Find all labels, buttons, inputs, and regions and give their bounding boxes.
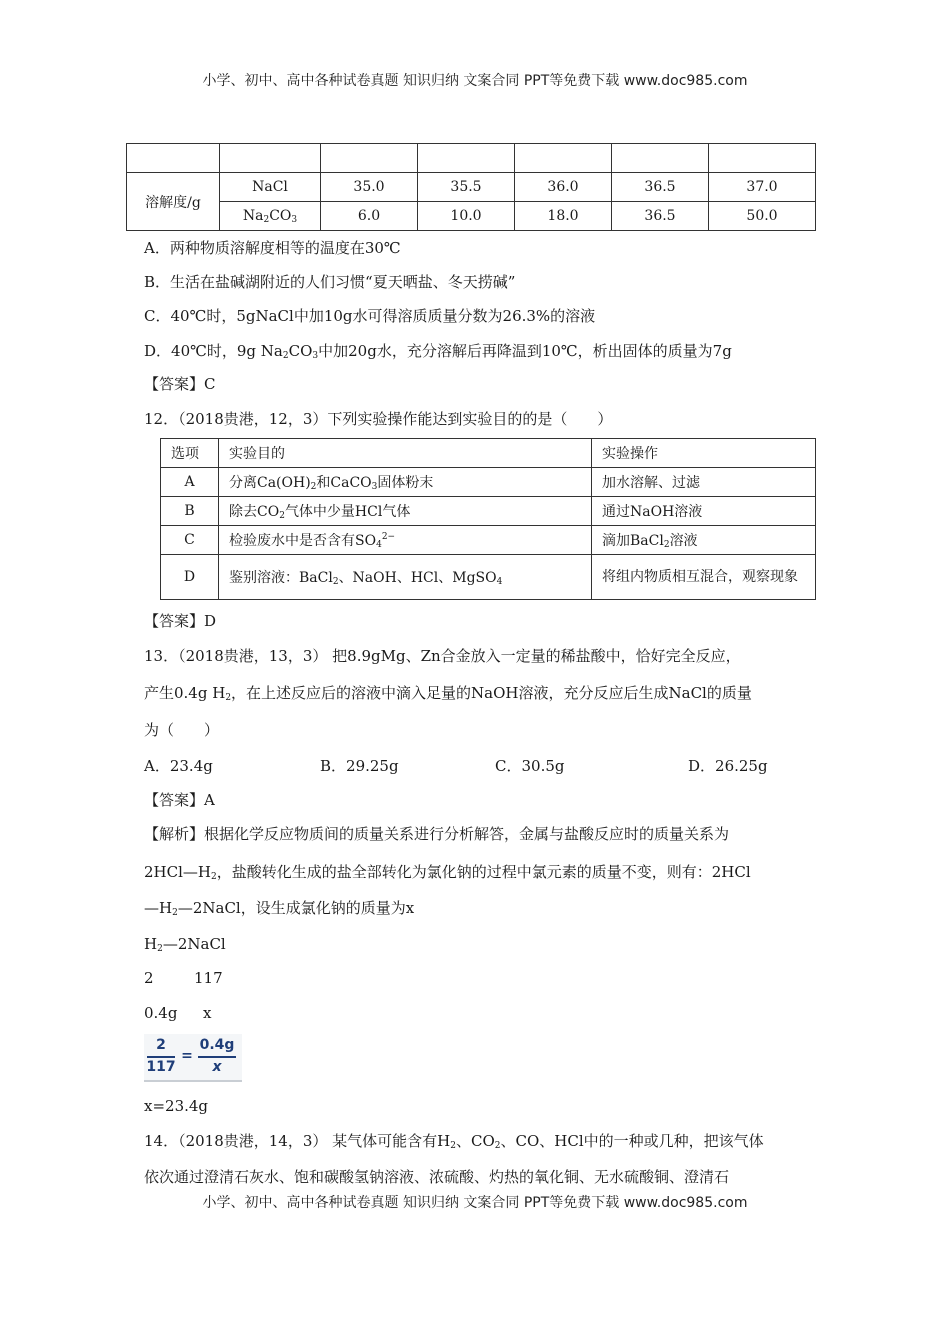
table-cell: 6.0: [321, 202, 418, 231]
purpose-cell: 除去$CO_2$气体中少量HCl气体: [219, 497, 592, 526]
option-cell: B: [161, 497, 219, 526]
fraction-numerator: 0.4g: [199, 1037, 235, 1053]
purpose-cell: 检验废水中是否含有$SO_4^{2-}$: [219, 526, 592, 555]
table-row: [161, 526, 816, 555]
header-option: 选项: [161, 439, 219, 468]
q14-stem-line2: 依次通过澄清石灰水、饱和碳酸氢钠溶液、浓硫酸、灼热的氧化铜、无水硫酸铜、澄清石: [144, 1168, 730, 1186]
q12-stem: 12．（2018贵港，12，3）下列实验操作能达到实验目的的是（ ）: [144, 410, 613, 428]
table-cell: 37.0: [709, 173, 816, 202]
q12-answer: 【答案】D: [144, 612, 217, 630]
q13-relation: $H_2—2NaCl$: [144, 935, 226, 954]
q13-option-a: A．23.4g: [144, 757, 213, 775]
table-cell: 18.0: [515, 202, 612, 231]
page-footer: 小学、初中、高中各种试卷真题 知识归纳 文案合同 PPT等免费下载 www.doc985.com: [202, 1195, 748, 1211]
q13-option-b: B．29.25g: [320, 757, 399, 775]
fraction-numerator: 2: [156, 1037, 166, 1053]
table-cell: 36.5: [612, 173, 709, 202]
operation-cell: 滴加BaCl$_2$溶液: [592, 526, 816, 555]
table-row: [161, 555, 816, 600]
q11-answer: 【答案】C: [144, 375, 216, 393]
table-cell: 50.0: [709, 202, 816, 231]
q13-stem-line1: 13．（2018贵港，13，3） 把8.9gMg、Zn合金放入一定量的稀盐酸中，恰好完全反应，: [144, 647, 741, 665]
header-operation: 实验操作: [592, 439, 816, 468]
q13-stem-line2: 产生0.4g $H_2$，在上述反应后的溶液中滴入足量的NaOH溶液，充分反应后生成NaCl的质量: [144, 684, 752, 703]
option-cell: D: [161, 555, 219, 600]
fraction-equation: [144, 1034, 242, 1082]
operation-cell: 通过NaOH溶液: [592, 497, 816, 526]
option-cell: A: [161, 468, 219, 497]
operation-cell: 将组内物质相互混合，观察现象: [592, 555, 816, 600]
table-row: [127, 144, 816, 173]
q11-option-d: D．40℃时，9g $Na_2CO_3$中加20g水，充分溶解后再降温到10℃，析出固体的质量为7g: [144, 342, 732, 361]
table-cell: 35.5: [418, 173, 515, 202]
q13-answer: 【答案】A: [144, 791, 215, 809]
table-row: [127, 173, 816, 202]
na2co3-label: $Na_2CO_3$: [220, 202, 321, 231]
fraction-denominator: 117: [146, 1059, 176, 1075]
q13-analysis-line1: 【解析】根据化学反应物质间的质量关系进行分析解答，金属与盐酸反应时的质量关系为: [144, 825, 730, 843]
fraction-bar: [198, 1056, 236, 1058]
table-row: [161, 468, 816, 497]
mass-value: 2: [144, 969, 154, 987]
nacl-label: NaCl: [220, 173, 321, 202]
q13-stem-line3: 为（ ）: [144, 721, 220, 739]
q13-analysis-line3: $—H_2—2NaCl$，设生成氯化钠的质量为x: [144, 899, 415, 918]
q13-result: x=23.4g: [144, 1097, 209, 1115]
table-cell: 36.0: [515, 173, 612, 202]
table-row: [161, 497, 816, 526]
mass-value: 0.4g: [144, 1004, 178, 1022]
equals-sign: =: [181, 1048, 193, 1064]
table-cell: 35.0: [321, 173, 418, 202]
table-row: [127, 202, 816, 231]
q11-option-a: A．两种物质溶解度相等的温度在30℃: [144, 239, 401, 257]
fraction-bar: [147, 1056, 175, 1058]
option-cell: C: [161, 526, 219, 555]
purpose-cell: 分离$Ca(OH)_2$和CaCO$_3$固体粉末: [219, 468, 592, 497]
operation-cell: 加水溶解、过滤: [592, 468, 816, 497]
table-cell: 36.5: [612, 202, 709, 231]
q13-analysis-line2: $2HCl—H_2$，盐酸转化生成的盐全部转化为氯化钠的过程中氯元素的质量不变，则有：2HCl: [144, 863, 751, 882]
q13-option-c: C．30.5g: [495, 757, 565, 775]
q14-stem-line1: 14．（2018贵港，14，3） 某气体可能含有$H_2$、$CO_2$、CO、HCl中的一种或几种，把该气体: [144, 1132, 764, 1151]
table-row: [161, 439, 816, 468]
experiment-table: [160, 438, 816, 600]
table-cell: 10.0: [418, 202, 515, 231]
solubility-label: 溶解度/g: [127, 173, 220, 231]
purpose-cell: 鉴别溶液：BaCl$_2$、NaOH、HCl、MgSO$_4$: [219, 555, 592, 600]
header-purpose: 实验目的: [219, 439, 592, 468]
q13-option-d: D．26.25g: [688, 757, 768, 775]
mass-value: x: [203, 1004, 212, 1022]
mass-value: 117: [194, 969, 223, 987]
page-header: 小学、初中、高中各种试卷真题 知识归纳 文案合同 PPT等免费下载 www.doc985.com: [202, 73, 748, 89]
fraction-denominator: x: [212, 1059, 222, 1075]
solubility-table: [126, 143, 816, 231]
q11-option-b: B．生活在盐碱湖附近的人们习惯“夏天晒盐、冬天捞碱”: [144, 273, 516, 291]
q11-option-c: C．40℃时，5gNaCl中加10g水可得溶质质量分数为26.3%的溶液: [144, 307, 596, 325]
